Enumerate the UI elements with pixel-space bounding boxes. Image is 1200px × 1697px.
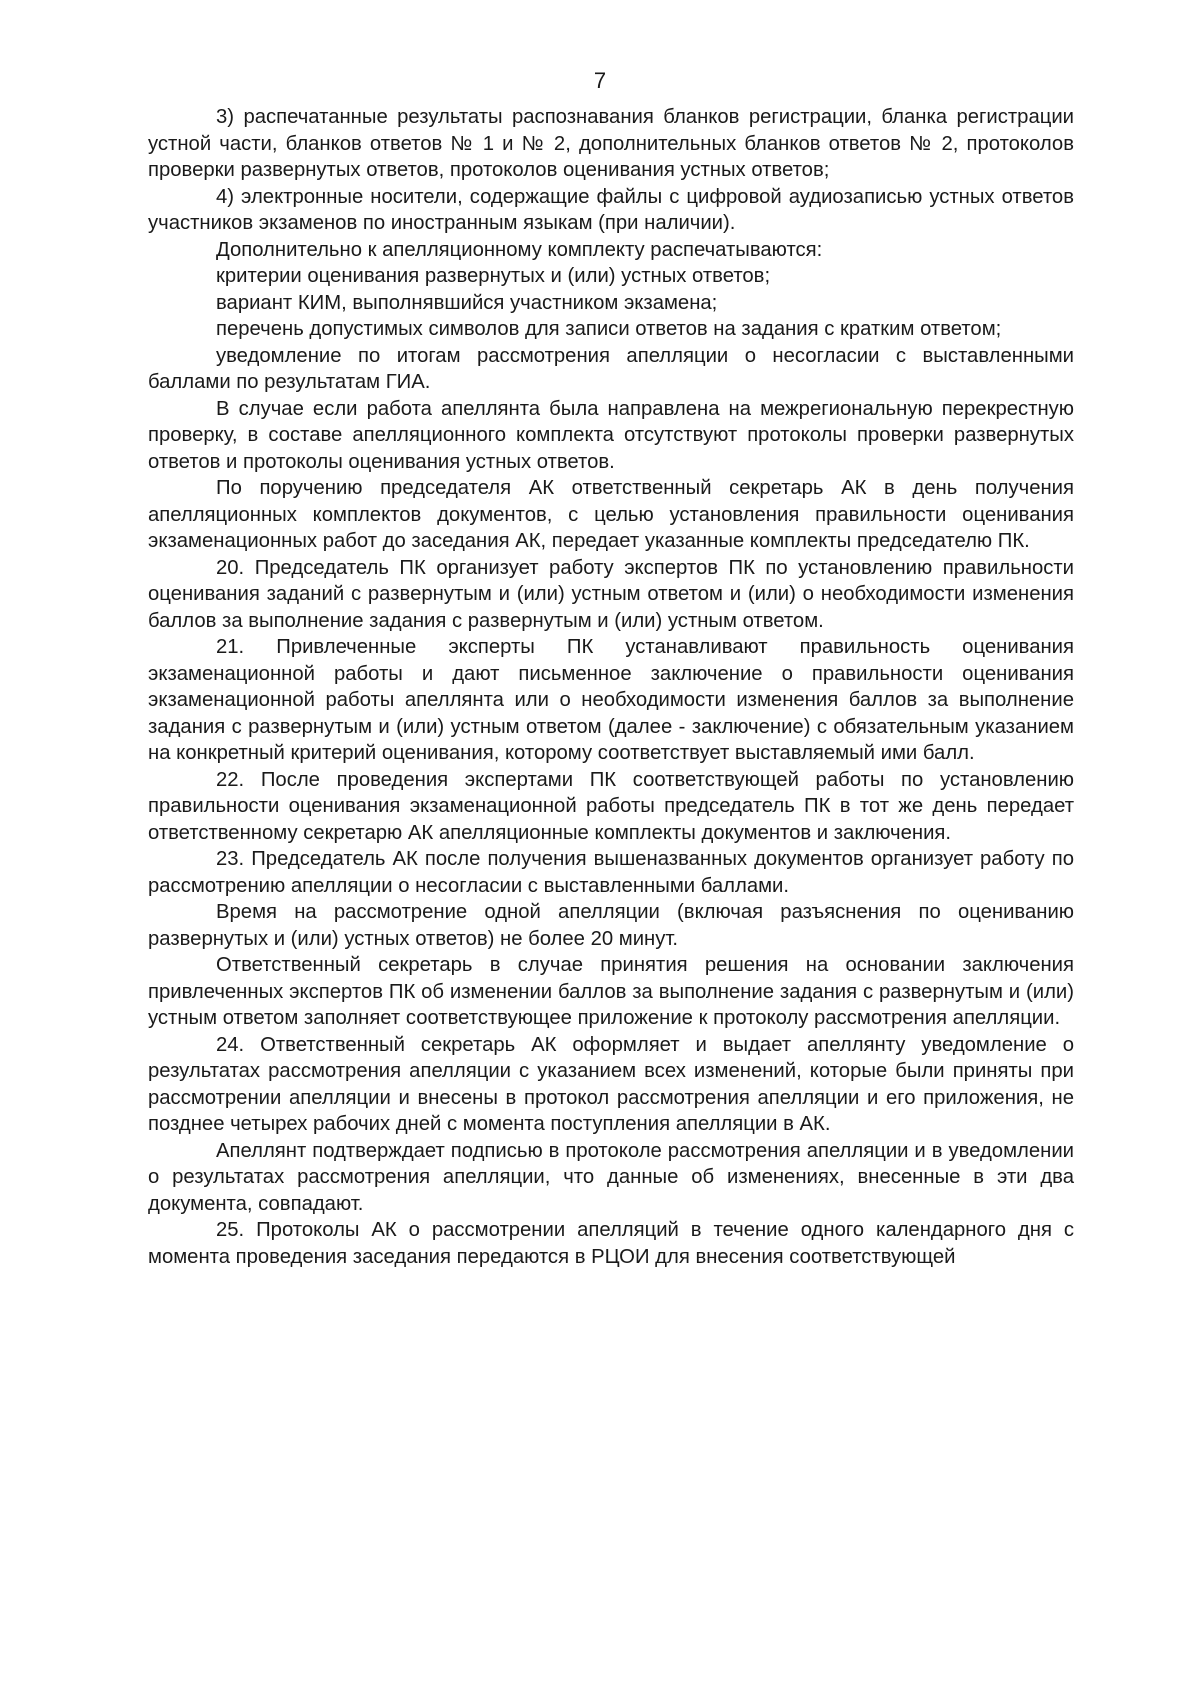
paragraph-appellant-signature: Апеллянт подтверждает подписью в протоколе рассмотрения апелляции и в уведомлении о результатах рассмотрения апелляции, что данные об изменениях, внесенные в эти два документа, совпадают.: [148, 1139, 1074, 1215]
paragraph-secretary-decision: Ответственный секретарь в случае принятия решения на основании заключения привлеченных экспертов ПК об изменении баллов за выполнение задания с развернутым и (или) устным ответом заполняет соответствующее приложение к протоколу рассмотрения апелляции.: [148, 954, 1074, 1029]
page-number: 7: [593, 68, 607, 93]
paragraph-clause-25: 25. Протоколы АК о рассмотрении апелляций в течение одного календарного дня с момента проведения заседания передаются в РЦОИ для внесения соответствующей: [148, 1219, 1074, 1268]
paragraph-kim-variant: вариант КИМ, выполнявшийся участником экзамена;: [216, 291, 718, 314]
paragraph-clause-22: 22. После проведения экспертами ПК соответствующей работы по установлению правильности оценивания экзаменационной работы председатель ПК в тот же день передает ответственному секретарю АК апелляционные комплекты документов и заключения.: [148, 768, 1074, 844]
paragraph-clause-20: 20. Председатель ПК организует работу экспертов ПК по установлению правильности оценивания заданий с развернутым и (или) устным ответом и (или) о необходимости изменения баллов за выполнение задания с развернутым и (или) устным ответом.: [148, 556, 1074, 632]
paragraph-notification: уведомление по итогам рассмотрения апелляции о несогласии с выставленными баллами по результатам ГИА.: [148, 344, 1074, 393]
paragraph-interregional-check: В случае если работа апеллянта была направлена на межрегиональную перекрестную проверку, в составе апелляционного комплекта отсутствуют протоколы проверки развернутых ответов и протоколы оценивания устных ответов.: [148, 397, 1074, 473]
paragraph-item-3-printouts: 3) распечатанные результаты распознавания бланков регистрации, бланка регистрации устной части, бланков ответов № 1 и № 2, дополнительных бланков ответов № 2, протоколов проверки развернутых ответов, протоколов оценивания устных ответов;: [148, 106, 1074, 181]
paragraph-allowed-symbols: перечень допустимых символов для записи ответов на задания с кратким ответом;: [216, 318, 1002, 340]
paragraph-chairman-instruction: По поручению председателя АК ответственный секретарь АК в день получения апелляционных комплектов документов, с целью установления правильности оценивания экзаменационных работ до заседания АК, передает указанные комплекты председателю ПК.: [148, 477, 1074, 552]
paragraph-clause-23: 23. Председатель АК после получения вышеназванных документов организует работу по рассмотрению апелляции о несогласии с выставленными баллами.: [148, 848, 1074, 897]
paragraph-clause-24: 24. Ответственный секретарь АК оформляет и выдает апеллянту уведомление о результатах рассмотрения апелляции с указанием всех изменений, которые были приняты при рассмотрении апелляции и внесены в протокол рассмотрения апелляции и его приложения, не позднее четырех рабочих дней с момента поступления апелляции в АК.: [148, 1033, 1074, 1135]
paragraph-review-time: Время на рассмотрение одной апелляции (включая разъяснения по оцениванию развернутых и (или) устных ответов) не более 20 минут.: [148, 901, 1074, 950]
paragraph-criteria: критерии оценивания развернутых и (или) устных ответов;: [216, 265, 771, 287]
paragraph-clause-21: 21. Привлеченные эксперты ПК устанавливают правильность оценивания экзаменационной работы и дают письменное заключение о правильности оценивания экзаменационной работы апеллянта или о необходимости изменения баллов за выполнение задания с развернутым и (или) устным ответом (далее - заключение) с обязательным указанием на конкретный критерий оценивания, которому соответствует выставляемый ими балл.: [148, 636, 1074, 764]
paragraph-item-4-electronic-media: 4) электронные носители, содержащие файлы с цифровой аудиозаписью устных ответов участников экзаменов по иностранным языкам (при наличии).: [148, 185, 1074, 234]
paragraph-additional-printouts: Дополнительно к апелляционному комплекту распечатываются:: [216, 238, 823, 261]
document-body: [148, 104, 1074, 1270]
